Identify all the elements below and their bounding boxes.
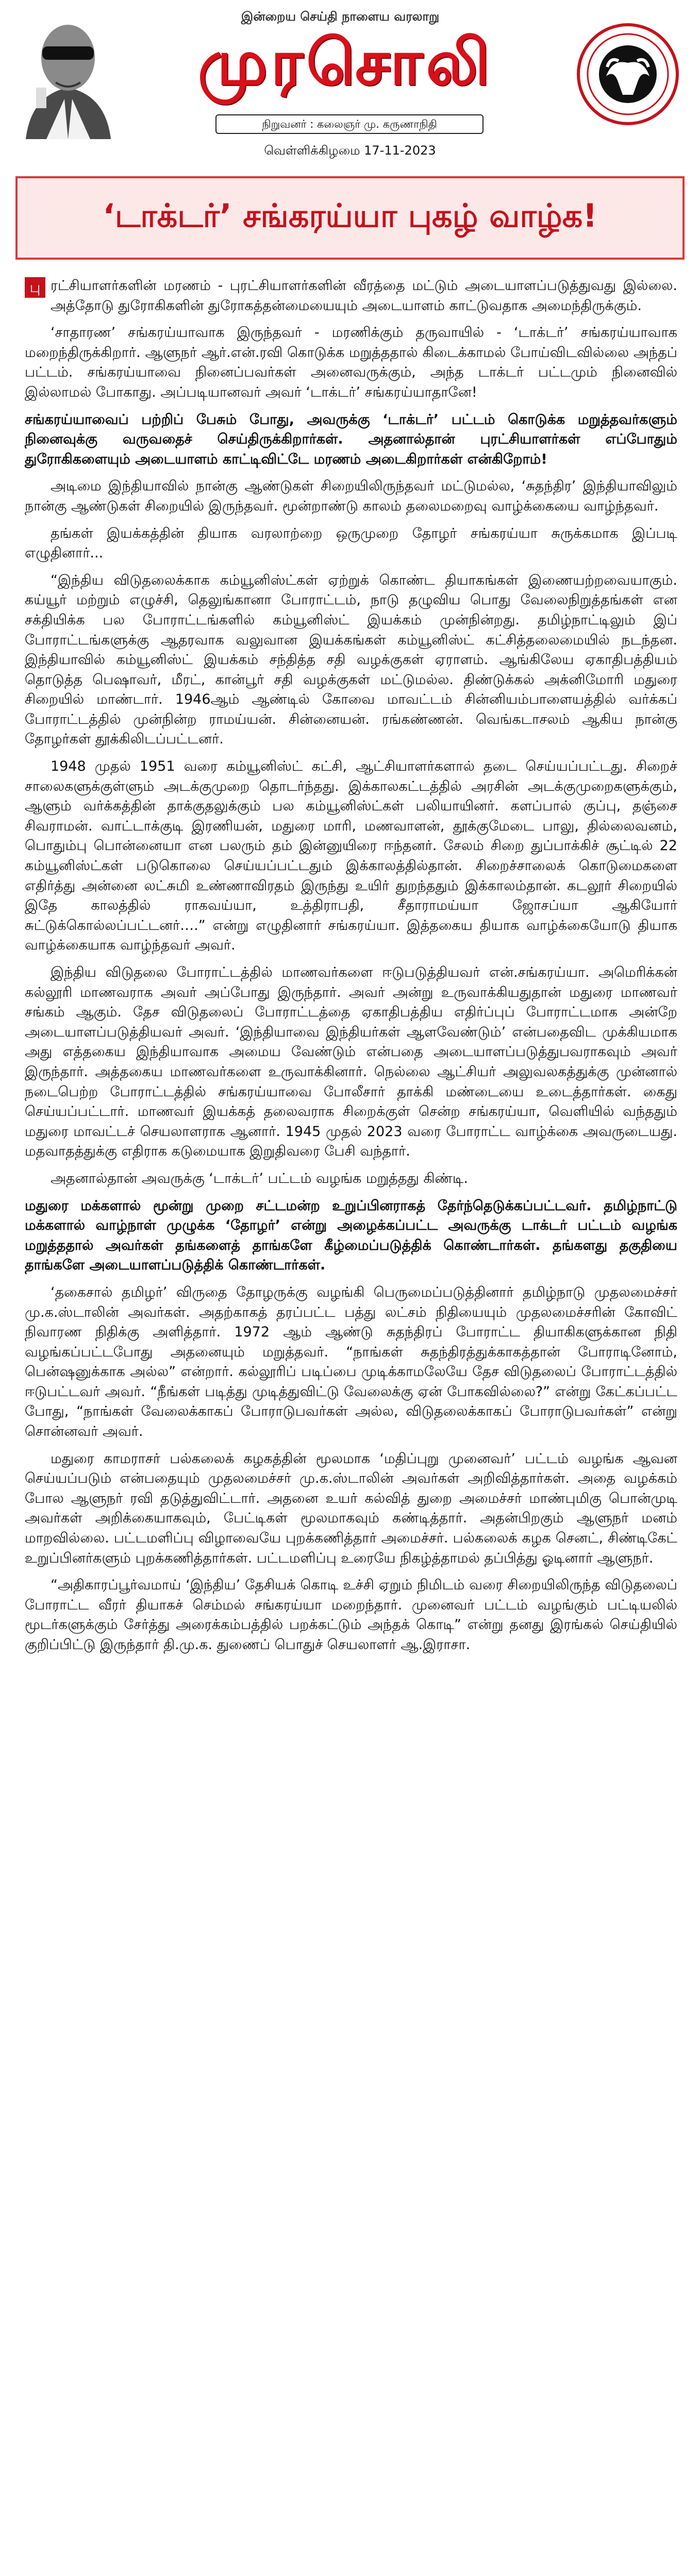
article-bold-paragraph: மதுரை மக்களால் மூன்று முறை சட்டமன்ற உறுப்பினராகத் தேர்ந்தெடுக்கப்பட்டவர். தமிழ்நாட்டு மக்களால் வாழ்நாள் முழுக்க ‘தோழர்’ என்று அழைக்கப்பட்ட அவருக்கு டாக்டர் பட்டம் வழங்க மறுத்ததால் அவர்கள் தங்களைத் தாங்களே கீழ்மைப்படுத்திக் கொண்டார்கள். தங்களது தகுதியை தாங்களே அடையாளப்படுத்திக் கொண்டார்கள்.	[25, 1197, 677, 1274]
drop-cap: பு	[25, 277, 45, 298]
karunanidhi-portrait-icon	[15, 10, 121, 139]
article-paragraph: “அதிகாரப்பூர்வமாய் ‘இந்திய’ தேசியக் கொடி உச்சி ஏறும் நிமிடம் வரை சிறையிலிருந்த விடுதலைப் போராட்ட வீரர் தியாகச் செம்மல் சங்கரய்யா மறைந்தார். முனைவர் பட்டம் வழங்கும் பட்டியலில் மூடர்களுக்கும் சேர்த்து அரைக்கம்பத்தில் பறக்கட்டும் அந்தக் கொடி” என்று தனது இரங்கல் செய்தியில் குறிப்பிட்டு இருந்தார் தி.மு.க. துணைப் பொதுச் செயலாளர் ஆ.இராசா.	[25, 1577, 677, 1653]
article-paragraph: 1948 முதல் 1951 வரை கம்யூனிஸ்ட் கட்சி, ஆட்சியாளர்களால் தடை செய்யப்பட்டது. சிறைச் சாலைகளுக்குள்ளும் அடக்குமுறை தொடர்ந்தது. இக்காலகட்டத்தில் அரசின் அடக்குமுறைகளுக்கும், ஆளும் வர்க்கத்தின் தாக்குதலுக்கும் பல கம்யூனிஸ்ட்கள் பலியாயினர். களப்பால் குப்பு, தஞ்சை சிவராமன். வாட்டாக்குடி இரணியன், மதுரை மாரி, மணவாளன், தூக்குமேடை பாலு, தில்லைவனம், பொதும்பு பொன்னையா என பலரும் தம் இன்னுயிரை ஈந்தனர். சேலம் சிறை துப்பாக்கிச் சூட்டில் 22 கம்யூனிஸ்ட்கள் படுகொலை செய்யப்பட்டதும் இக்காலத்தில்தான். சிறைச்சாலைக் கொடுமைகளை எதிர்த்து அன்னை லட்சுமி உண்ணாவிரதம் இருந்து உயிர் துறந்ததும் இக்காலம்தான். கடலூர் சிறையில் இதே காலத்தில் ராகவய்யா, உத்திராபதி, சீதாராமய்யா ஜோசப்யா ஆகியோர் சுட்டுக்கொல்லப்பட்டனர்….” என்று எழுதினார் சங்கரய்யா. இத்தகைய தியாக வாழ்க்கையோடு தியாக வாழ்க்கையாக வாழ்ந்தவர் அவர்.	[25, 758, 677, 954]
article-paragraph: ‘சாதாரண’ சங்கரய்யாவாக இருந்தவர் - மரணிக்கும் தருவாயில் - ‘டாக்டர்’ சங்கரய்யாவாக மறைந்திருக்கிறார். ஆளுநர் ஆர்.என்.ரவி கொடுக்க மறுத்ததால் கிடைக்காமல் போய்விடவில்லை அந்தப் பட்டம். சங்கரய்யாவை நினைப்பவர்கள் அனைவருக்கும், அந்த டாக்டர் பட்டமும் நினைவில் இல்லாமல் போகாது. அப்படியானவர் அவர் ‘டாக்டர்’ சங்கரய்யாதானே!	[25, 325, 677, 400]
article-bold-paragraph: சங்கரய்யாவைப் பற்றிப் பேசும் போது, அவருக்கு ‘டாக்டர்’ பட்டம் கொடுக்க மறுத்தவர்களும் நினைவுக்கு வருவதைச் செய்திருக்கிறார்கள். அதனால்தான் புரட்சியாளர்கள் எப்போதும் துரோகிகளையும் அடையாளம் காட்டிவிட்டே மரணம் அடைகிறார்கள் என்கிறோம்!	[25, 411, 677, 467]
article-body	[25, 276, 677, 1663]
article-paragraph	[25, 276, 677, 316]
murasoli-logo: முரசொலி	[197, 26, 493, 99]
headline-box	[15, 176, 685, 260]
issue-date: வெள்ளிக்கிழமை 17-11-2023	[264, 143, 436, 158]
article-paragraph: அதனால்தான் அவருக்கு ‘டாக்டர்’ பட்டம் வழங்க மறுத்தது கிண்டி.	[51, 1170, 468, 1187]
article-paragraph: அடிமை இந்தியாவில் நான்கு ஆண்டுகள் சிறையிலிருந்தவர் மட்டுமல்ல, ‘சுதந்திர’ இந்தியாவிலும் நான்கு ஆண்டுகள் சிறையில் இருந்தவர். மூன்றாண்டு காலம் தலைமறைவு வாழ்க்கையை வாழ்ந்தவர்.	[25, 478, 677, 514]
article-paragraph: தங்கள் இயக்கத்தின் தியாக வரலாற்றை ஒருமுறை தோழர் சங்கரய்யா சுருக்கமாக இப்படி எழுதினார்...	[25, 525, 677, 562]
paragraph-text: ரட்சியாளர்களின் மரணம் - புரட்சியாளர்களின் வீரத்தை மட்டும் அடையாளப்படுத்துவது இல்லை. அத்தோடு துரோகிகளின் துரோகத்தன்மையையும் அடையாளம் காட்டுவதாக அமைந்திருக்கும்.	[51, 278, 677, 314]
tagline: இன்றைய செய்தி நாளைய வரலாறு	[241, 9, 440, 24]
article-paragraph: “இந்திய விடுதலைக்காக கம்யூனிஸ்ட்கள் ஏற்றுக் கொண்ட தியாகங்கள் இணையற்றவையாகும். கய்யூர் மற்றும் எழுச்சி, தெலுங்கானா போராட்டம், நாடு தழுவிய பொது வேலைநிறுத்தங்கள் என சக்தியிக்க பல போராட்டங்களில் கம்யூனிஸ்ட் இயக்கம் முன்நின்றது. தமிழ்நாட்டிலும் இப் போராட்டங்களுக்கு ஆதரவாக வலுவான இயக்கங்கள் கம்யூனிஸ்ட் கட்சித்தலைமையில் நடந்தன. இந்தியாவில் கம்யூனிஸ்ட் இயக்கம் சந்தித்த சதி வழக்குகள் ஏராளம். ஆங்கிலேய ஏகாதிபத்தியம் தொடுத்த பெஷாவர், மீரட், கான்பூர் சதி வழக்குகள் மட்டுமல்ல. திண்டுக்கல் அக்னிமோரி மதுரை சிறையில் மாண்டார். 1946ஆம் ஆண்டில் கோவை மாவட்டம் சின்னியம்பாளையத்தில் வர்க்கப் போராட்டத்தில் முன்நின்ற ராமய்யன். சின்னையன். ரங்கண்ணன். வெங்கடாசலம் ஆகிய நான்கு தோழர்கள் தூக்கிலிடப்பட்டனர்.	[25, 572, 677, 748]
article-paragraph: ‘தகைசால் தமிழர்’ விருதை தோழருக்கு வழங்கி பெருமைப்படுத்தினார் தமிழ்நாடு முதலமைச்சர் மு.க.ஸ்டாலின் அவர்கள். அதற்காகத் தரப்பட்ட பத்து லட்சம் நிதியையும் முதலமைச்சரின் கோவிட் நிவாரண நிதிக்கு அளித்தார். 1972 ஆம் ஆண்டு சுதந்திரப் போராட்ட தியாகிகளுக்கான நிதி வழங்கப்பட்டபோது அதனையும் மறுத்தவர். “நாங்கள் சுதந்திரத்துக்காகத்தான் போராடினோம், பென்ஷனுக்காக அல்ல” என்றார். கல்லூரிப் படிப்பை முடிக்காமலேயே தேச விடுதலைப் போராட்டத்தில் ஈடுபட்டவர் அவர். “நீங்கள் படித்து முடித்துவிட்டு வேலைக்கு ஏன் போகவில்லை?” என்று கேட்கப்பட்ட போது, “நாங்கள் வேலைக்காகப் போராடுபவர்கள் அல்ல, விடுதலைக்காகப் போராடுபவர்கள்” என்று சொன்னவர் அவர்.	[25, 1284, 677, 1440]
article-paragraph: மதுரை காமராசர் பல்கலைக் கழகத்தின் மூலமாக ‘மதிப்புறு முனைவர்’ பட்டம் வழங்க ஆவன செய்யப்படும் என்பதையும் முதலமைச்சர் மு.க.ஸ்டாலின் அவர்கள் அறிவித்தார்கள். அதை வழக்கம் போல ஆளுநர் ரவி தடுத்துவிட்டார். அதனை உயர் கல்வித் துறை அமைச்சர் மாண்புமிகு பொன்முடி அவர்கள் அறிக்கையாகவும், பேட்டிகள் மூலமாகவும் கண்டித்தார். அதன்பிறகும் ஆளுநர் மனம் மாறவில்லை. பட்டமளிப்பு விழாவையே புறக்கணித்தார் அமைச்சர். பல்கலைக் கழக செனட், சிண்டிகேட் உறுப்பினர்களும் புறக்கணித்தார்கள். பட்டமளிப்பு உரையே நிகழ்த்தாமல் தப்பித்து ஓடினார் ஆளுநர்.	[25, 1450, 677, 1566]
bull-emblem-icon	[576, 23, 679, 126]
headline: ‘டாக்டர்’ சங்கரய்யா புகழ் வாழ்க!	[103, 197, 597, 234]
article-paragraph: இந்திய விடுதலை போராட்டத்தில் மாணவர்களை ஈடுபடுத்தியவர் என்.சங்கரய்யா. அமெரிக்கன் கல்லூரி மாணவராக அவர் அப்போது இருந்தார். அவர் அன்று உருவாக்கியதுதான் மதுரை மாணவர் சங்கம் ஆகும். தேச விடுதலைப் போராட்டத்தை ஏகாதிபத்திய எதிர்ப்புப் போராட்டமாக அன்றே அடையாளப்படுத்தியவர் அவர். ‘இந்தியாவை இந்தியர்கள் ஆளவேண்டும்’ என்பதைவிட முக்கியமாக அது எத்தகைய இந்தியாவாக அமைய வேண்டும் என்பதை அடையாளப்படுத்துபவராகவும் அவர் இருந்தார். அத்தகைய மாணவர்களை உருவாக்கினார். நெல்லை ஆட்சியர் அலுவலகத்துக்கு முன்னால் நடைபெற்ற போராட்டத்தில் சங்கரய்யாவை போலீசார் தாக்கி மண்டையை உடைத்தார்கள். கைது செய்யப்பட்டார். மாணவர் இயக்கத் தலைவராக சிறைக்குள் சென்ற சங்கரய்யா, வெளியில் வந்ததும் மதுரை மாவட்டச் செயலாளராக ஆனார். 1945 முதல் 2023 வரை போராட்ட வாழ்க்கை அவருடையது. மதவாதத்துக்கு எதிராக கடுமையாக இறுதிவரை பேசி வந்தார்.	[25, 964, 677, 1160]
masthead	[0, 0, 700, 170]
founder-label: நிறுவனர் : கலைஞர் மு. கருணாநிதி	[215, 114, 484, 134]
